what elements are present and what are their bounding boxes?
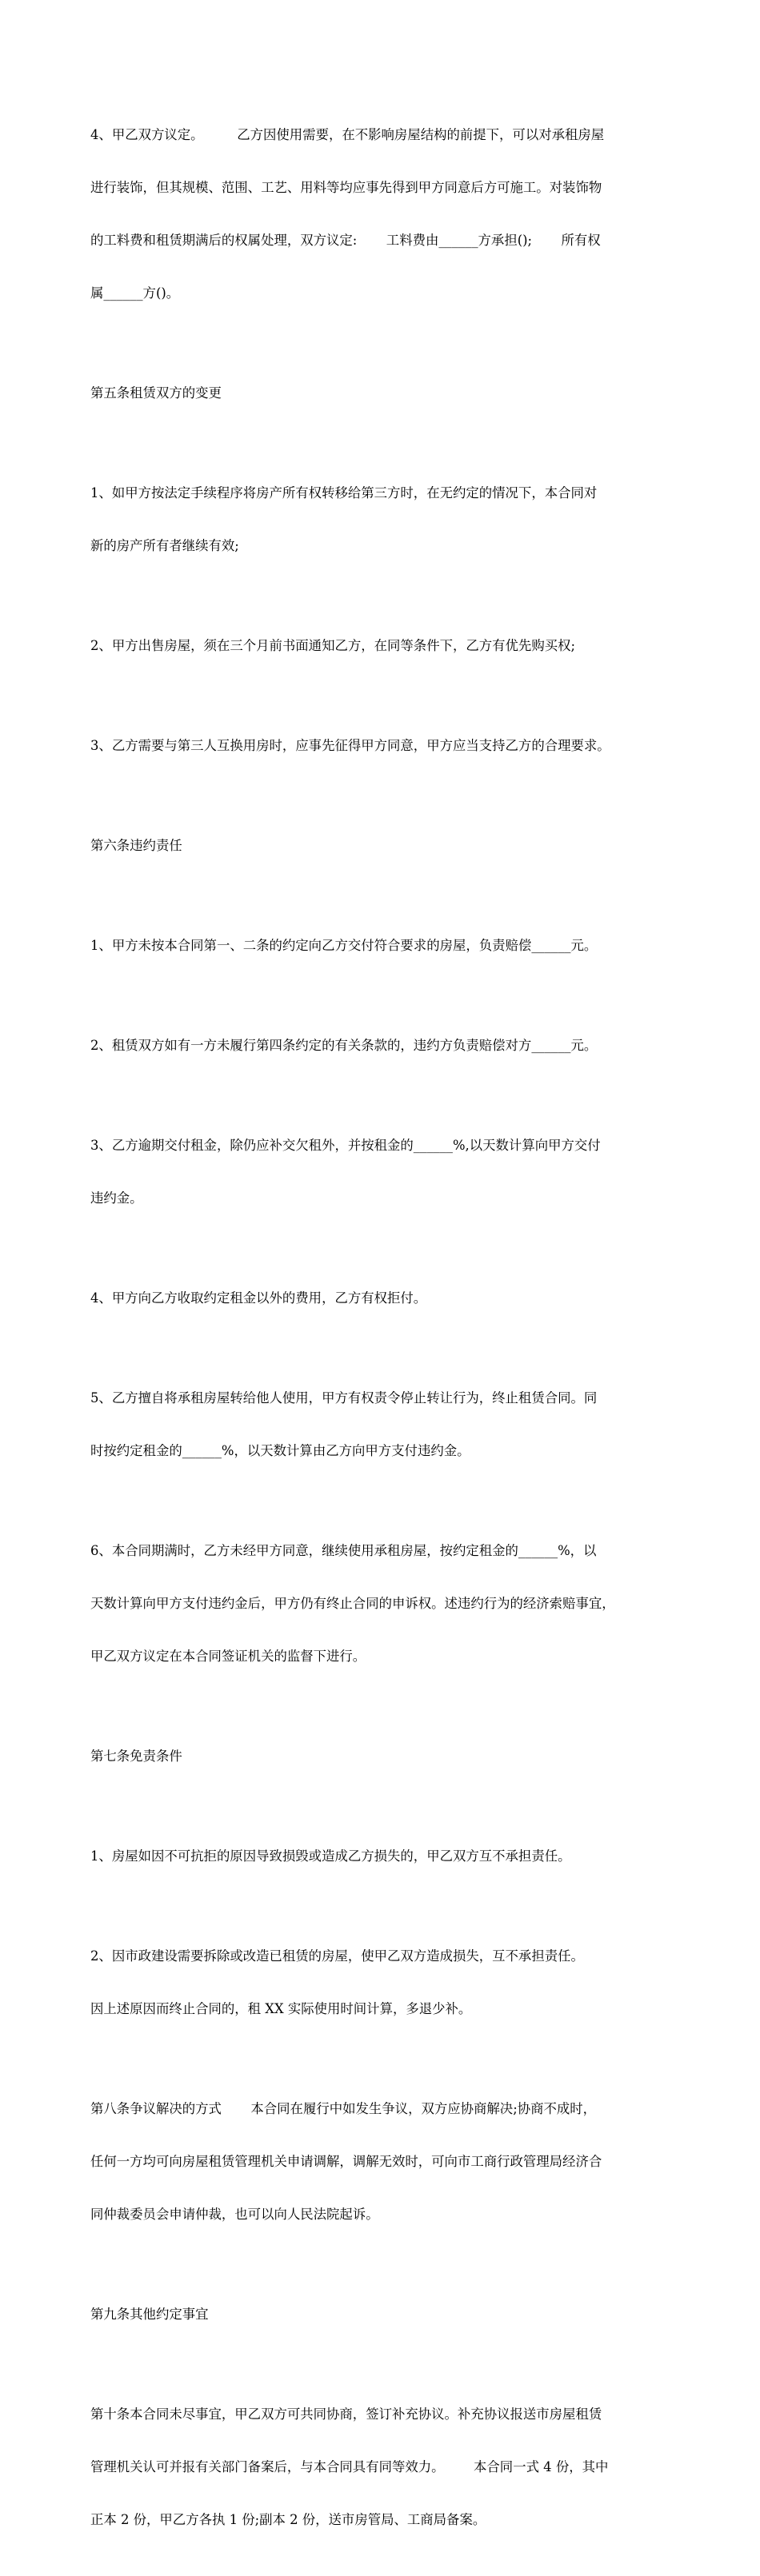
- section-heading: 第九条其他约定事宜: [90, 2307, 209, 2322]
- text-line: 3、乙方逾期交付租金，除仍应补交欠租外，并按租金的______%,以天数计算向甲方交付: [90, 1138, 601, 1153]
- section-heading: 第七条免责条件: [90, 1749, 182, 1764]
- paragraph-6-4: [90, 1254, 684, 1342]
- text-line: 3、乙方需要与第三人互换用房时，应事先征得甲方同意，甲方应当支持乙方的合理要求。: [90, 738, 610, 753]
- text-line: 2、甲方出售房屋，须在三个月前书面通知乙方，在同等条件下，乙方有优先购买权;: [90, 638, 576, 653]
- text-line: 4、甲乙双方议定。 乙方因使用需要，在不影响房屋结构的前提下，可以对承租房屋: [90, 127, 605, 142]
- paragraph-article-8: [90, 2065, 684, 2259]
- text-line: 2、租赁双方如有一方未履行第四条约定的有关条款的，违约方负责赔偿对方______元。: [90, 1038, 598, 1053]
- heading-article-6: [90, 802, 684, 890]
- paragraph-6-2: [90, 1002, 684, 1090]
- text-line: 新的房产所有者继续有效;: [90, 538, 239, 553]
- text-line: 1、如甲方按法定手续程序将房产所有权转移给第三方时，在无约定的情况下，本合同对: [90, 485, 598, 500]
- text-line: 因上述原因而终止合同的，租 XX 实际使用时间计算，多退少补。: [90, 2001, 472, 2016]
- text-line: 5、乙方擅自将承租房屋转给他人使用，甲方有权责令停止转让行为，终止租赁合同。同: [90, 1390, 598, 1406]
- paragraph-6-1: [90, 902, 684, 990]
- paragraph-article-10: [90, 2371, 684, 2564]
- text-line: 甲乙双方议定在本合同签证机关的监督下进行。: [90, 1649, 366, 1664]
- paragraph-6-5: [90, 1354, 684, 1495]
- heading-article-5: [90, 349, 684, 437]
- text-line: 天数计算向甲方支付违约金后，甲方仍有终止合同的申诉权。述违约行为的经济索赔事宜，: [90, 1596, 615, 1611]
- heading-article-7: [90, 1713, 684, 1800]
- text-line: 4、甲方向乙方收取约定租金以外的费用，乙方有权拒付。: [90, 1290, 427, 1306]
- paragraph-5-1: [90, 449, 684, 590]
- paragraph-clause-4-decoration: [90, 91, 684, 337]
- text-line: 1、甲方未按本合同第一、二条的约定向乙方交付符合要求的房屋，负责赔偿______元。: [90, 938, 598, 953]
- section-heading: 第五条租赁双方的变更: [90, 385, 222, 401]
- text-line: 时按约定租金的______%，以天数计算由乙方向甲方支付违约金。: [90, 1443, 470, 1458]
- section-heading: 第六条违约责任: [90, 838, 182, 853]
- text-line: 2、因市政建设需要拆除或改造已租赁的房屋，使甲乙双方造成损失，互不承担责任。: [90, 1948, 584, 1964]
- text-line: 管理机关认可并报有关部门备案后，与本合同具有同等效力。 本合同一式 4 份，其中: [90, 2459, 609, 2474]
- paragraph-5-2: [90, 602, 684, 690]
- text-line: 的工料费和租赁期满后的权属处理，双方议定: 工料费由______方承担(); 所有权: [90, 233, 601, 248]
- paragraph-6-3: [90, 1102, 684, 1242]
- text-line: 属______方()。: [90, 285, 180, 301]
- paragraph-5-3: [90, 702, 684, 790]
- text-line: 第十条本合同未尽事宜，甲乙双方可共同协商，签订补充协议。补充协议报送市房屋租赁: [90, 2407, 602, 2422]
- text-line: 6、本合同期满时，乙方未经甲方同意，继续使用承租房屋，按约定租金的______%，以: [90, 1543, 597, 1558]
- text-line: 第八条争议解决的方式 本合同在履行中如发生争议，双方应协商解决;协商不成时，: [90, 2101, 597, 2116]
- paragraph-6-6: [90, 1507, 684, 1701]
- paragraph-7-1: [90, 1812, 684, 1900]
- text-line: 任何一方均可向房屋租赁管理机关申请调解，调解无效时，可向市工商行政管理局经济合: [90, 2154, 602, 2169]
- text-line: 同仲裁委员会申请仲裁，也可以向人民法院起诉。: [90, 2207, 379, 2222]
- document-page: [90, 91, 684, 2576]
- heading-article-9: [90, 2271, 684, 2359]
- text-line: 违约金。: [90, 1190, 143, 1206]
- text-line: 正本 2 份，甲乙方各执 1 份;副本 2 份，送市房管局、工商局备案。: [90, 2512, 486, 2527]
- text-line: 1、房屋如因不可抗拒的原因导致损毁或造成乙方损失的，甲乙双方互不承担责任。: [90, 1848, 571, 1864]
- text-line: 进行装饰，但其规模、范围、工艺、用料等均应事先得到甲方同意后方可施工。对装饰物: [90, 180, 602, 195]
- paragraph-7-2: [90, 1912, 684, 2053]
